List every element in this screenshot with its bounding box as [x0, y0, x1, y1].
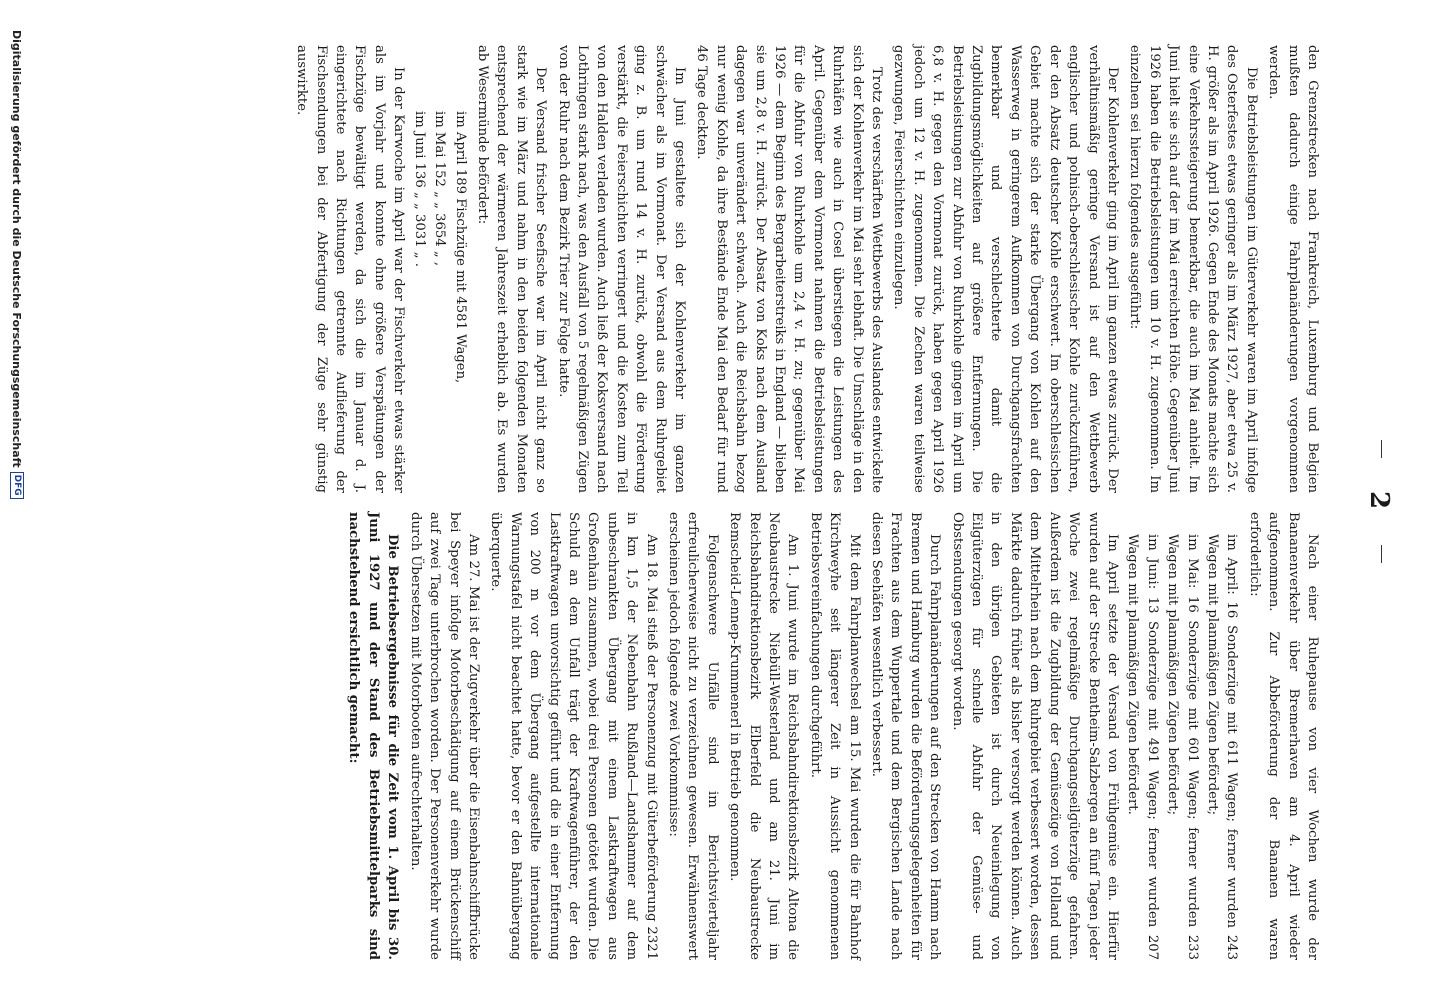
list-month: im Juni — [411, 111, 427, 159]
paragraph: Im April setzte der Versand von Frühgemüse ein. Hierfür wurden auf der Strecke Bentheim-Salzbergen an fünf Tagen jeder Woche zwei regelmäßige Durchgangseilgüterzüge gefahren. Außerdem ist die Zugbildung der Gemüsezüge von Holland und dem Mittelrhein nach dem Ruhrgebiet verbessert worden, dessen Märkte dadurch früher als bisher versorgt werden können. Auch in den übrigen Gebieten ist durch Neueinlegung von Eilgüterzügen für schnelle Abfuhr der Gemüse- und Obstsendungen gesorgt worden. — [949, 512, 1120, 960]
footer-text: Digitalisierung gefördert durch die Deutsche Forschungsgemeinschaft — [10, 30, 24, 468]
list-item — [430, 45, 449, 493]
list-item — [409, 45, 428, 493]
list-item — [1123, 512, 1162, 960]
list-value: 16 Sonderzüge mit 601 Wagen; ferner wurden 233 Wagen mit planmäßigen Zügen befördert; — [1165, 534, 1200, 961]
list-value: 136 „ „ 3031 „ . — [411, 162, 427, 267]
list-value: 152 „ „ 3654 „ , — [432, 161, 448, 267]
paragraph: Im Juni gestaltete sich der Kohlenverkehr im ganzen schwächer als im Vormonat. Der Versand aus dem Ruhrgebiet ging z. B. um rund 14 v. H. zurück, obwohl die Förderung verstärkt, die Feierschichten verringert und die Kosten zum Teil von den Halden verladen wurden. Auch ließ der Koksversand nach Lothringen stark nach, was den Ausfall von 5 regelmäßigen Zügen von der Ruhr nach dem Bezirk Trier zur Folge hatte. — [555, 45, 687, 493]
dfg-logo-icon: DFG — [10, 472, 24, 499]
list-value: 189 Fischzüge mit 4581 Wagen, — [452, 168, 468, 384]
paragraph: Durch Fahrplanänderungen auf den Strecken von Hamm nach Bremen und Hamburg wurden die Beförderungsgelegenheiten für Frachten aus dem Wuppertale und dem Bergischen Lande nach diesen Seehäfen wesentlich verbessert. — [869, 512, 943, 960]
paragraph: Folgenschwere Unfälle sind im Berichtsvierteljahr erfreulicherweise nicht zu verzeichnen gewesen. Erwähnenswert erscheinen jedoch folgende zwei Vorkommnisse: — [666, 512, 720, 960]
right-column — [341, 512, 1322, 960]
list-month: im April: — [1224, 534, 1240, 595]
header-dash-right — [1381, 545, 1382, 563]
paragraph: Trotz des verschärften Wettbewerbs des Auslandes entwickelte sich der Kohlenverkehr im Mai sehr lebhaft. Die Umschläge in den Ruhrhäfen wie auch in Cosel überstiegen die Leistungen des April. Gegenüber dem Vormonat nahmen die Betriebsleistungen für die Abfuhr von Ruhrkohle um 2,4 v. H. zu; gegenüber Mai 1926 — dem Beginn des Bergarbeiterstreiks in England — blieben sie um 2,8 v. H. zurück. Der Absatz von Koks nach dem Ausland dagegen war unverändert schwach. Auch die Reichsbahn bezog nur wenig Kohle, da ihre Bestände Ende Mai den Bedarf für rund 46 Tage deckten. — [694, 45, 885, 493]
paragraph: Die Betriebsergebnisse für die Zeit vom 1. April bis 30. Juni 1927 und der Stand des Betriebsmittelparks sind nachstehend ersichtlich gemacht: — [346, 512, 401, 960]
list-month: im Juni: — [1144, 534, 1160, 590]
list-month: im Mai: — [1184, 534, 1200, 589]
paragraph: Am 1. Juni wurde im Reichsbahndirektionsbezirk Altona die Neubaustrecke Niebüll-Westerland und am 21. Juni im Reichsbahndirektionsbezirk Elberfeld die Neubaustrecke Remscheid-Lennep-Krummenerl in Betrieb genommen. — [727, 512, 801, 960]
list-value: 13 Sonderzüge mit 491 Wagen; ferner wurden 207 Wagen mit planmäßigen Zügen befördert. — [1125, 534, 1160, 960]
paragraph: Am 27. Mai ist der Zugverkehr über die Eisenbahnschiffbrücke bei Speyer infolge Motorbeschädigung auf einem Brückenschiff auf zwei Tage unterbrochen worden. Der Personenverkehr wurde durch Übersetzen mit Motorbooten aufrechterhalten. — [407, 512, 481, 960]
paragraph: den Grenzstrecken nach Frankreich, Luxemburg und Belgien mußten dadurch einige Fahrplanänderungen vorgenommen werden. — [1266, 45, 1320, 493]
paragraph: Der Kohlenverkehr ging im April im ganzen etwas zurück. Der verhältnismäßig geringe Versand ist auf den Wettbewerb englischer und polnisch-oberschlesischer Kohle zurückzuführen, der den Absatz deutscher Kohle erschwert. Im oberschlesischen Gebiet machte sich der starke Übergang von Kohlen auf den Wasserweg in geringerem Aufkommen von Durchgangsfrachten bemerkbar und verschlechterte damit die Zugbildungsmöglichkeiten auf größere Entfernungen. Die Betriebsleistungen zur Abfuhr von Ruhrkohle gingen im April um 6,8 v. H. gegen den Vormonat zurück, haben gegen April 1926 jedoch um 12 v. H. zugenommen. Die Zechen waren teilweise gezwungen, Feierschichten einzulegen. — [891, 45, 1120, 493]
list-month: im April — [452, 111, 468, 165]
list-item — [450, 45, 469, 493]
paragraph: Die Betriebsleistungen im Güterverkehr waren im April infolge des Osterfestes etwas geringer als im März 1927, aber etwa 25 v. H. größer als im April 1926. Gegen Ende des Monats machte sich eine Verkehrssteigerung bemerkbar, die auch im Mai anhielt. Im Juni hielt sie sich auf der im Mai erreichten Höhe. Gegenüber Juni 1926 haben die Betriebsleistungen um 10 v. H. zugenommen. Im einzelnen sei hierzu folgendes ausgeführt: — [1127, 45, 1259, 493]
paragraph: Mit dem Fahrplanwechsel am 15. Mai wurden die für Bahnhof Kirchweyhe seit längerer Zeit in Aussicht genommenen Betriebsvereinfachungen durchgeführt. — [807, 512, 862, 960]
paragraph: Nach einer Ruhepause von vier Wochen wurde der Bananenverkehr über Bremerhaven am 4. April wieder aufgenommen. Zur Abbeförderung der Bananen waren erforderlich: — [1246, 512, 1320, 960]
header-dash-left — [1381, 440, 1382, 458]
left-column — [289, 45, 1322, 493]
list-item — [1203, 512, 1242, 960]
paragraph: In der Karwoche im April war der Fischverkehr etwas stärker als im Vorjahr und konnte ohne größere Verspätungen der Fischzüge bewältigt werden, da sich die im Januar d. J. eingerichtete nach Richtungen getrennte Auflieferung der Fischsendungen bei der Abfertigung der Züge sehr günstig auswirkte. — [294, 45, 407, 493]
paragraph: Der Versand frischer Seefische war im April nicht ganz so stark wie im März und nahm in den beiden folgenden Monaten entsprechend der wärmeren Jahreszeit erheblich ab. Es wurden ab Wesermünde befördert: — [474, 45, 549, 493]
list-month: im Mai — [432, 111, 448, 158]
list-item — [1163, 512, 1202, 960]
page-number: 2 — [1364, 490, 1394, 510]
digitization-footer — [10, 30, 24, 499]
paragraph: Am 18. Mai stieß der Personenzug mit Güterbeförderung 2321 in km 1,5 der Nebenbahn Rußland—Landshammer auf dem unbeschrankten Übergang mit einem Lastkraftwagen aus Großenhain zusammen, wobei drei Personen getötet wurden. Die Schuld an dem Unfall trägt der Kraftwagenführer, der den Lastkraftwagen unvorsichtig geführt und die in einer Entfernung von 200 m vor dem Übergang aufgestellte internationale Warnungstafel nicht beachtet hatte, bevor er den Bahnübergang überquerte. — [488, 512, 659, 960]
list-value: 16 Sonderzüge mit 611 Wagen; ferner wurden 243 Wagen mit planmäßigen Zügen befördert; — [1204, 534, 1240, 961]
